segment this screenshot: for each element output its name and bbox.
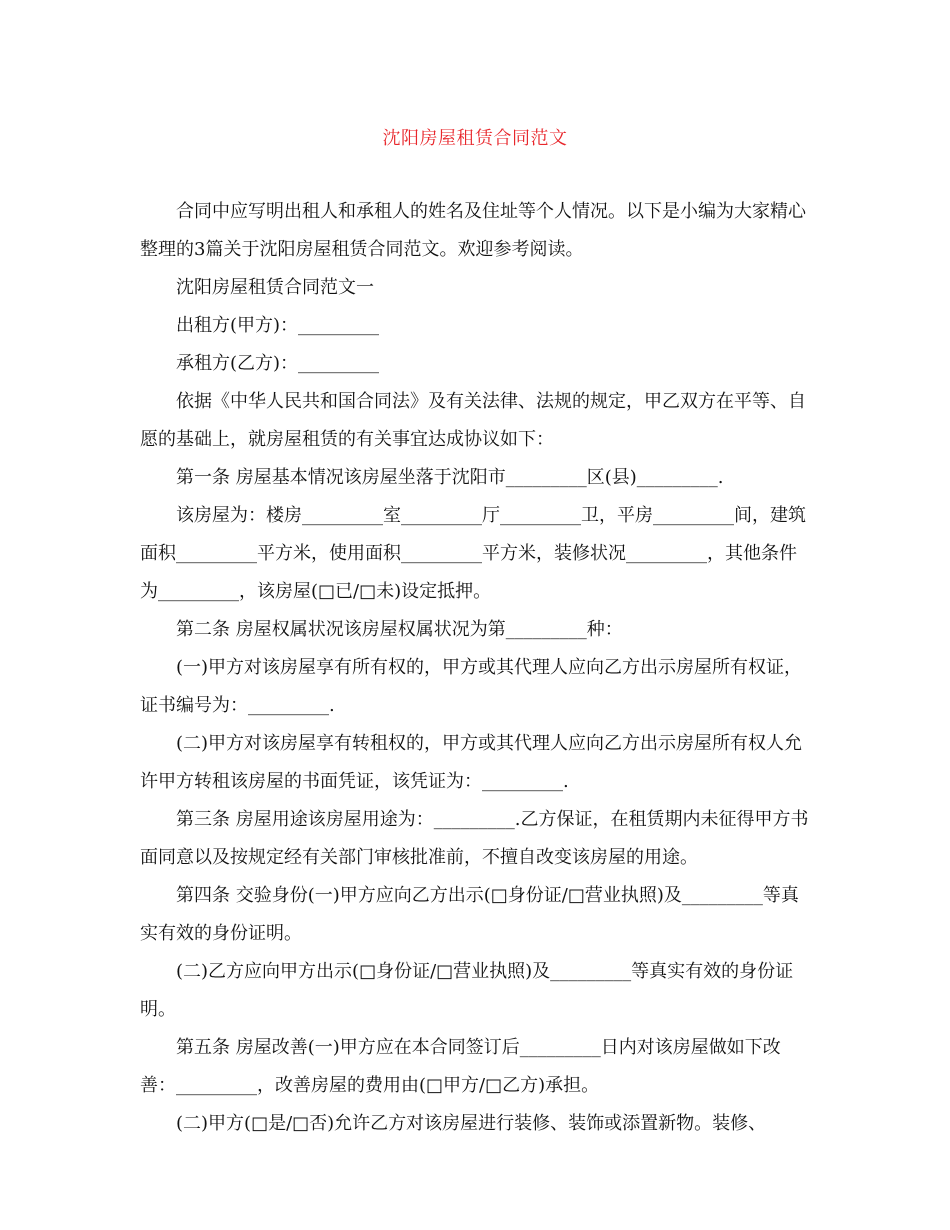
paragraph-article-2: 第二条 房屋权属状况该房屋权属状况为第_________种： xyxy=(176,619,623,640)
paragraph-preamble: 依据《中华人民共和国合同法》及有关法律、法规的规定，甲乙双方在平等、自愿的基础上，就房屋租赁的有关事宜达成协议如下： xyxy=(140,391,806,450)
paragraph-sublease: (二)甲方对该房屋享有转租权的，甲方或其代理人应向乙方出示房屋所有权人允许甲方转租该房屋的书面凭证，该凭证为：_________. xyxy=(140,733,803,792)
paragraph-decoration: (二)甲方(□是/□否)允许乙方对该房屋进行装修、装饰或添置新物。装修、 xyxy=(176,1113,767,1134)
paragraph-intro: 合同中应写明出租人和承租人的姓名及住址等个人情况。以下是小编为大家精心整理的3篇关于沈阳房屋租赁合同范文。欢迎参考阅读。 xyxy=(140,201,806,260)
paragraph-article-1: 第一条 房屋基本情况该房屋坐落于沈阳市_________区(县)_________. xyxy=(176,467,724,488)
paragraph-article-3: 第三条 房屋用途该房屋用途为：_________.乙方保证，在租赁期内未征得甲方书面同意以及按规定经有关部门审核批准前，不擅自改变该房屋的用途。 xyxy=(140,809,809,868)
document-body xyxy=(140,193,810,1143)
paragraph-lessee: 承租方(乙方)：_________ xyxy=(176,353,380,374)
paragraph-lessee-identity: (二)乙方应向甲方出示(□身份证/□营业执照)及_________等真实有效的身份证明。 xyxy=(140,961,794,1020)
paragraph-article-4: 第四条 交验身份(一)甲方应向乙方出示(□身份证/□营业执照)及_________等真实有效的身份证明。 xyxy=(140,885,799,944)
document-title: 沈阳房屋租赁合同范文 xyxy=(382,128,568,149)
paragraph-article-5: 第五条 房屋改善(一)甲方应在本合同签订后_________日内对该房屋做如下改善：_________，改善房屋的费用由(□甲方/□乙方)承担。 xyxy=(140,1037,781,1096)
paragraph-house-details: 该房屋为：楼房_________室_________厅_________卫，平房_________间，建筑面积_________平方米，使用面积_________平方米，装修状况_________，其他条件为_________，该房屋(□已/□未)设定抵押。 xyxy=(140,505,806,602)
paragraph-lessor: 出租方(甲方)：_________ xyxy=(176,315,380,336)
paragraph-ownership: (一)甲方对该房屋享有所有权的，甲方或其代理人应向乙方出示房屋所有权证，证书编号为：_________. xyxy=(140,657,803,716)
paragraph-subtitle: 沈阳房屋租赁合同范文一 xyxy=(176,277,374,298)
